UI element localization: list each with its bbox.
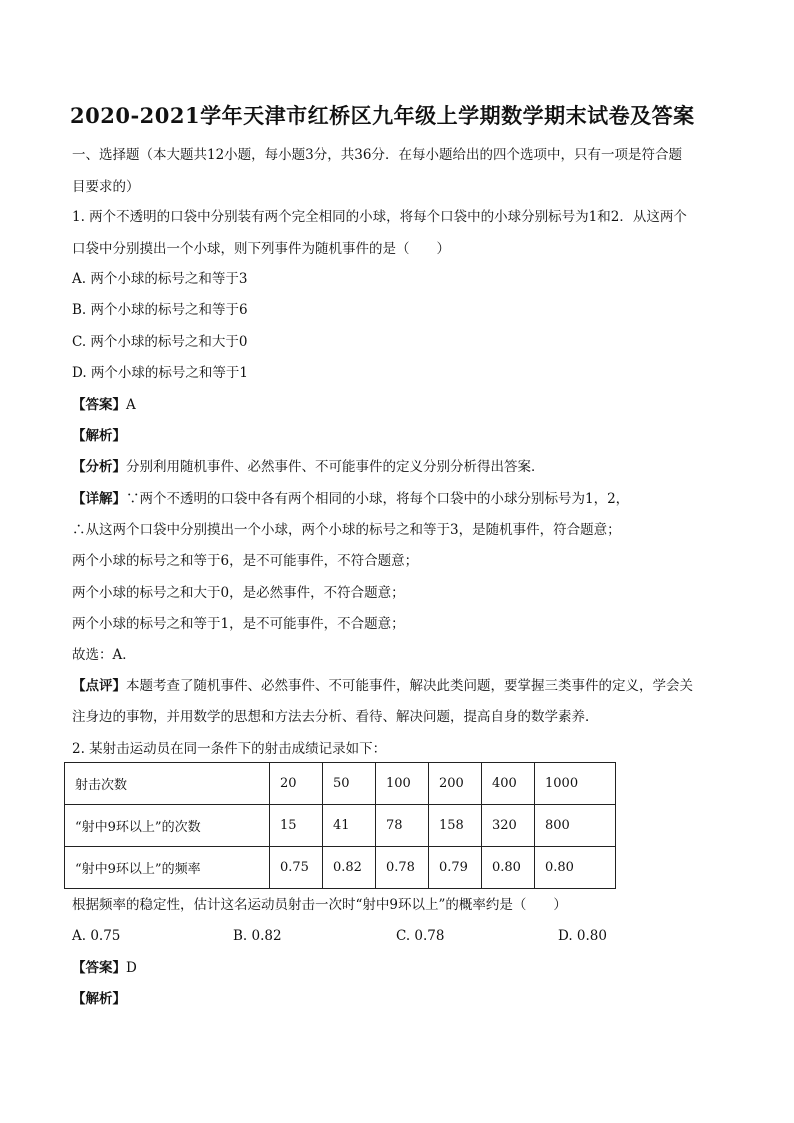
q1-option-d: D. 两个小球的标号之和等于1 [72,365,249,381]
answer-value: A [126,397,136,413]
comment-label: 【点评】 [72,678,126,694]
shooting-record-table [64,762,616,889]
q1-answer [72,396,136,414]
q1-jiexi-label: 【解析】 [72,428,126,444]
comment-text: 本题考查了随机事件、必然事件、不可能事件，解决此类问题，要掌握三类事件的定义，学会关 [126,678,693,694]
section-heading-cont: 目要求的） [72,179,140,195]
table-cell: 0.79 [429,847,482,889]
q2-question: 根据频率的稳定性，估计这名运动员射击一次时“射中9环以上”的概率约是（ ） [72,897,567,913]
table-cell: 0.82 [323,847,376,889]
q1-detail-line: ∴从这两个口袋中分别摸出一个小球，两个小球的标号之和等于3，是随机事件，符合题意； [72,522,621,538]
table-cell: 1000 [535,763,616,805]
q1-detail-line: 故选：A． [72,647,136,663]
table-cell: “射中9环以上”的次数 [65,805,270,847]
table-row [65,805,616,847]
answer-value: D [126,960,137,976]
section-heading: 一、选择题（本大题共12小题，每小题3分，共36分．在每小题给出的四个选项中，只有一项是符合题 [72,147,682,163]
q1-option-a: A. 两个小球的标号之和等于3 [72,271,248,287]
answer-label: 【答案】 [72,960,126,976]
table-cell: 0.80 [482,847,535,889]
q1-detail [72,490,629,508]
table-cell: 41 [323,805,376,847]
q1-stem: 1. 两个不透明的口袋中分别装有两个完全相同的小球，将每个口袋中的小球分别标号为1和2．从这两个 [72,209,687,225]
q2-stem: 2. 某射击运动员在同一条件下的射击成绩记录如下： [72,741,387,757]
detail-text: ∵两个不透明的口袋中各有两个相同的小球，将每个口袋中的小球分别标号为1，2， [126,491,630,507]
q1-comment [72,677,693,695]
q2-jiexi-label: 【解析】 [72,991,126,1007]
q2-answer [72,959,137,977]
table-cell: 15 [270,805,323,847]
q1-detail-line: 两个小球的标号之和等于1，是不可能事件，不合题意； [72,616,405,632]
table-cell: “射中9环以上”的频率 [65,847,270,889]
table-cell: 100 [376,763,429,805]
q2-option-a: A. 0.75 [72,928,121,944]
table-cell: 400 [482,763,535,805]
table-row [65,763,616,805]
q2-option-c: C. 0.78 [396,928,445,944]
table-row [65,847,616,889]
table-cell: 158 [429,805,482,847]
table-cell: 50 [323,763,376,805]
table-cell: 射击次数 [65,763,270,805]
q1-detail-line: 两个小球的标号之和等于6，是不可能事件，不符合题意； [72,553,419,569]
analysis-text: 分别利用随机事件、必然事件、不可能事件的定义分别分析得出答案． [126,459,545,475]
table-cell: 0.78 [376,847,429,889]
q1-option-b: B. 两个小球的标号之和等于6 [72,302,248,318]
page-title: 2020-2021学年天津市红桥区九年级上学期数学期末试卷及答案 [70,103,695,128]
answer-label: 【答案】 [72,397,126,413]
q2-option-b: B. 0.82 [233,928,282,944]
table-cell: 78 [376,805,429,847]
q1-analysis [72,458,545,476]
table-cell: 20 [270,763,323,805]
table-cell: 0.80 [535,847,616,889]
table-cell: 200 [429,763,482,805]
q1-option-c: C. 两个小球的标号之和大于0 [72,334,248,350]
detail-label: 【详解】 [72,491,126,507]
table-cell: 800 [535,805,616,847]
analysis-label: 【分析】 [72,459,126,475]
q1-stem-cont: 口袋中分别摸出一个小球，则下列事件为随机事件的是（ ） [72,241,450,257]
q1-comment-cont: 注身边的事物，并用数学的思想和方法去分析、看待、解决问题，提高自身的数学素养． [72,709,599,725]
q1-detail-line: 两个小球的标号之和大于0，是必然事件，不符合题意； [72,585,405,601]
q2-option-d: D. 0.80 [558,928,607,944]
table-cell: 0.75 [270,847,323,889]
table-cell: 320 [482,805,535,847]
